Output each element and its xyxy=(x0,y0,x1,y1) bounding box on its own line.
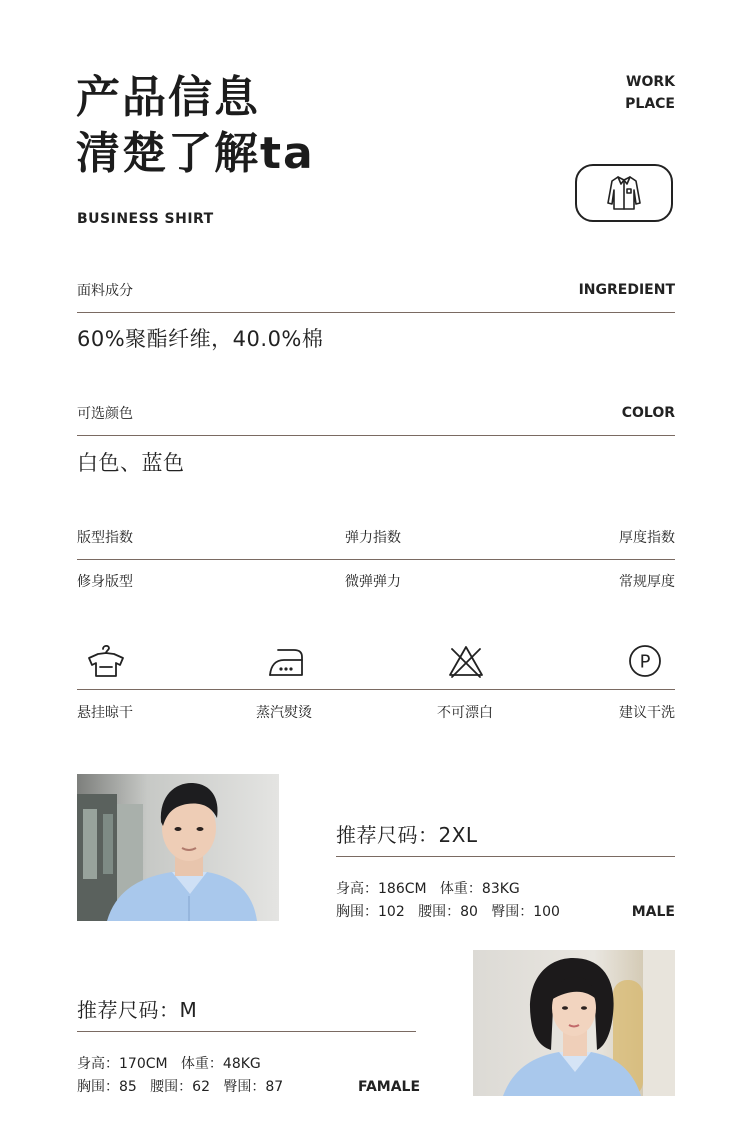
fit-index-header: 版型指数 xyxy=(77,530,133,546)
male-measure-line1: 身高：186CM 体重：83KG xyxy=(336,881,520,897)
color-label-en: COLOR xyxy=(621,405,675,421)
svg-text:P: P xyxy=(639,651,651,673)
dry-clean-icon xyxy=(626,643,664,683)
color-divider xyxy=(77,435,675,436)
stretch-index-value: 微弹弹力 xyxy=(345,574,401,590)
female-measure-line2: 胸围：85 腰围：62 臀围：87 xyxy=(77,1079,284,1095)
female-size-divider xyxy=(77,1031,416,1032)
ingredient-label-cn: 面料成分 xyxy=(77,283,133,299)
no-bleach-icon xyxy=(446,643,486,683)
steam-iron-icon xyxy=(266,643,306,683)
color-value: 白色、蓝色 xyxy=(77,451,185,475)
work-label: WORK xyxy=(626,74,675,90)
work-place-label xyxy=(625,71,675,115)
male-measure-line2: 胸围：102 腰围：80 臀围：100 xyxy=(336,904,560,920)
care-label-steam-iron: 蒸汽熨烫 xyxy=(256,705,312,721)
care-label-hang-dry: 悬挂晾干 xyxy=(77,705,133,721)
page-subtitle: BUSINESS SHIRT xyxy=(77,211,214,227)
care-label-dry-clean: 建议干洗 xyxy=(619,705,675,721)
indices-divider xyxy=(77,559,675,560)
ingredient-divider xyxy=(77,312,675,313)
female-measure-line1: 身高：170CM 体重：48KG xyxy=(77,1056,261,1072)
care-divider xyxy=(77,689,675,690)
female-gender-label: FAMALE xyxy=(358,1079,421,1095)
place-label: PLACE xyxy=(625,96,675,112)
ingredient-value: 60%聚酯纤维，40.0%棉 xyxy=(77,327,324,351)
shirt-icon xyxy=(604,173,644,213)
female-model-photo xyxy=(473,950,675,1096)
male-model-photo xyxy=(77,774,279,921)
stretch-index-header: 弹力指数 xyxy=(345,530,401,546)
fit-index-value: 修身版型 xyxy=(77,574,133,590)
care-label-no-bleach: 不可漂白 xyxy=(437,705,493,721)
male-gender-label: MALE xyxy=(631,904,675,920)
male-size-divider xyxy=(336,856,675,857)
thickness-index-header: 厚度指数 xyxy=(619,530,675,546)
ingredient-label-en: INGREDIENT xyxy=(578,282,675,298)
color-label-cn: 可选颜色 xyxy=(77,406,133,422)
shirt-badge xyxy=(575,164,673,222)
thickness-index-value: 常规厚度 xyxy=(619,574,675,590)
page-title-line2: 清楚了解ta xyxy=(76,128,315,179)
hang-dry-icon xyxy=(86,643,126,683)
female-size-title: 推荐尺码：M xyxy=(77,998,198,1022)
male-size-title: 推荐尺码：2XL xyxy=(336,823,478,847)
page-title-line1: 产品信息 xyxy=(76,72,260,123)
